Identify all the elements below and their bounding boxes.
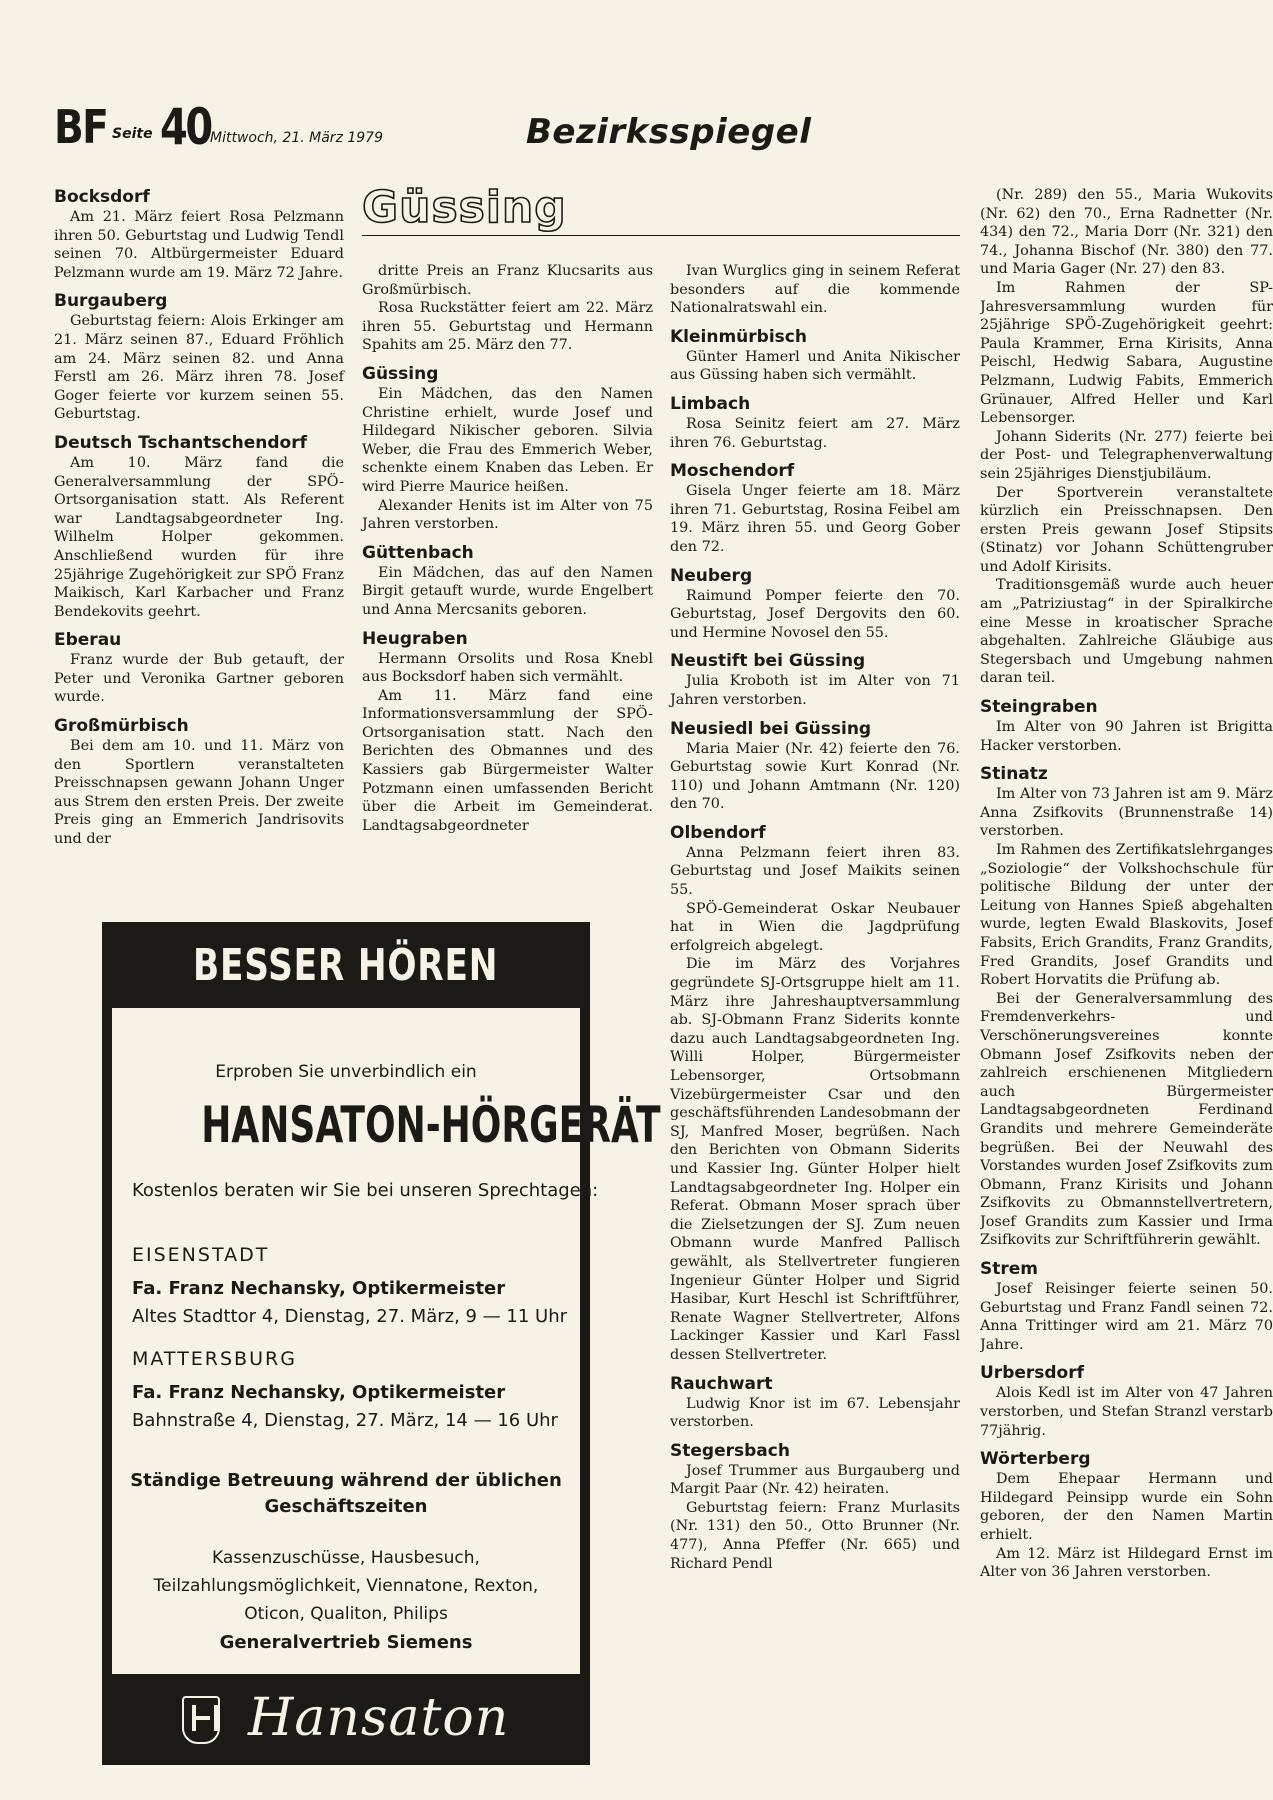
article-paragraph: Günter Hamerl und Anita Nikischer aus Güssing haben sich vermählt. xyxy=(670,348,960,384)
article-paragraph: Im Rahmen des Zertifikatslehrganges „Soziologie“ der Volkshochschule für politische Bildung der unter der Leitung von Hannes Spieß abgehalten wurde, legten Ewald Blaskovits, Josef Fabsits, Erich Grandits, Franz Grandits, Fred Grandits, Josef Grandits und Robert Horvatits die Prüfung ab. xyxy=(980,842,1273,989)
article-heading: Wörterberg xyxy=(980,1449,1091,1470)
ad-city-mattersburg: MATTERSBURG xyxy=(132,1348,297,1370)
article-paragraph: Am 10. März fand die Generalversammlung der SPÖ-Ortsorganisation statt. Als Referent war Landtagsabgeordneter Ing. Wilhelm Holper gekommen. Anschließend wurden für ihre 25jährige Zugehörigkeit zur SPÖ Franz Maikisch, Karl Karbacher und Franz Bendekovits geehrt. xyxy=(54,454,344,620)
article-paragraph: Franz wurde der Bub getauft, der Peter und Veronika Gartner geboren wurde. xyxy=(54,652,344,706)
article-paragraph: Ivan Wurglics ging in seinem Referat besonders auf die kommende Nationalratswahl ein. xyxy=(670,263,960,317)
article-paragraph: Rosa Ruckstätter feiert am 22. März ihren 55. Geburtstag und Hermann Spahits am 25. März den 77. xyxy=(362,300,653,354)
ad-logo-bar xyxy=(102,1674,590,1765)
article-paragraph: Am 21. März feiert Rosa Pelzmann ihren 50. Geburtstag und Ludwig Tendl seinen 70. Altbürgermeister Eduard Pelzmann wurde am 19. März 72 Jahre. xyxy=(54,209,344,281)
article-paragraph: Traditionsgemäß wurde auch heuer am „Patriziustag“ in der Spiralkirche eine Messe in kroatischer Sprache abgehalten. Zahlreiche Gläubige aus Stegersbach und Umgebung nahmen daran teil. xyxy=(980,577,1273,687)
ad-body xyxy=(112,1008,661,1674)
article-paragraph: Rosa Seinitz feiert am 27. März ihren 76. Geburtstag. xyxy=(670,415,960,451)
article-heading: Heugraben xyxy=(362,628,468,649)
article-paragraph: Alexander Henits ist im Alter von 75 Jahren verstorben. xyxy=(362,497,653,533)
article-heading: Güttenbach xyxy=(362,542,474,563)
ad-city-eisenstadt: EISENSTADT xyxy=(132,1244,270,1266)
article-paragraph: Johann Siderits (Nr. 277) feierte bei der Post- und Telegraphenverwaltung sein 25jähriges Dienstjubiläum. xyxy=(980,428,1273,482)
article-heading: Deutsch Tschantschendorf xyxy=(54,432,307,453)
article-heading: Stegersbach xyxy=(670,1440,790,1461)
column-4 xyxy=(980,186,1273,1582)
article-heading: Limbach xyxy=(670,393,751,414)
article-paragraph: Geburtstag feiern: Franz Murlasits (Nr. 131) den 50., Otto Brunner (Nr. 477), Anna Pfeffer (Nr. 665) und Richard Pendl xyxy=(670,1499,960,1572)
ad-address-1: Altes Stadttor 4, Dienstag, 27. März, 9 — 11 Uhr xyxy=(132,1306,568,1327)
article-paragraph: Josef Trummer aus Burgauberg und Margit Paar (Nr. 42) heiraten. xyxy=(670,1462,960,1498)
article-heading: Kleinmürbisch xyxy=(670,326,807,347)
ad-brands: Kassenzuschüsse, Hausbesuch, Teilzahlungsmöglichkeit, Viennatone, Rexton, Oticon, Qualiton, Philips xyxy=(153,1548,539,1624)
article-heading: Neusiedl bei Güssing xyxy=(670,718,872,739)
article-heading: Rauchwart xyxy=(670,1373,773,1394)
article-heading: Neuberg xyxy=(670,565,753,586)
article-paragraph: Geburtstag feiern: Alois Erkinger am 21. März seinen 87., Eduard Fröhlich am 24. März seinen 82. und Anna Ferstl am 26. März ihren 78. Josef Goger feierte vor kurzem seinen 55. Geburtstag. xyxy=(54,313,344,423)
article-heading: Eberau xyxy=(54,630,122,651)
issue-date: Mittwoch, 21. März 1979 xyxy=(210,130,383,146)
ad-service-line-2: Geschäftszeiten xyxy=(264,1496,428,1517)
article-heading: Steingraben xyxy=(980,697,1098,718)
ad-headline: BESSER HÖREN xyxy=(193,939,499,991)
advertisement xyxy=(102,922,661,1765)
column-3 xyxy=(670,262,960,1573)
article-paragraph: Ludwig Knor ist im 67. Lebensjahr verstorben. xyxy=(670,1395,960,1431)
column-1 xyxy=(54,186,344,849)
article-paragraph: Anna Pelzmann feiert ihren 83. Geburtstag und Josef Maikits seinen 55. xyxy=(670,844,960,899)
article-paragraph: Im Alter von 73 Jahren ist am 9. März Anna Zsifkovits (Brunnenstraße 14) verstorben. xyxy=(980,786,1273,840)
article-paragraph: SPÖ-Gemeinderat Oskar Neubauer hat in Wien die Jagdprüfung erfolgreich abgelegt. xyxy=(670,900,960,954)
article-paragraph: Ein Mädchen, das den Namen Christine erhielt, wurde Josef und Hildegard Nikischer geboren. Silvia Weber, die Frau des Emmerich Weber, schenkte einem Knaben das Leben. Er wird Pierre Maurice heißen. xyxy=(362,385,653,495)
masthead-seite-label: Seite xyxy=(112,126,153,142)
article-paragraph: Die im März des Vorjahres gegründete SJ-Ortsgruppe hielt am 11. März ihre Jahreshauptversammlung ab. SJ-Obmann Franz Siderits konnte dazu auch Landtagsabgeordneten Ing. Willi Holper, Bürgermeister Lebensorger, Ortsobmann Vizebürgermeister Csar und den geschäftsführenden Landesobmann der SJ, Manfred Moser, begrüßen. Nach den Berichten von Obmann Siderits und Kassier Ing. Günter Holper hielt Landtagsabgeordneter Ing. Holper ein Referat. Obmann Moser sprach über die Zielsetzungen der SJ. Zum neuen Obmann wurde Manfred Pallisch gewählt, als Stellvertreter fungieren Ingenieur Günter Holper und Sigrid Hasibar, Kurt Heschl ist Schriftführer, Renate Wagner Stellvertreter, Alfons Lackinger Kassier und Karl Fassl dessen Stellvertreter. xyxy=(670,956,960,1363)
article-paragraph: (Nr. 289) den 55., Maria Wukovits (Nr. 62) den 70., Erna Radnetter (Nr. 434) den 72., Maria Dorr (Nr. 321) den 74., Johanna Bischof (Nr. 380) den 77. und Maria Gager (Nr. 27) den 83. xyxy=(980,187,1273,278)
article-paragraph: Am 12. März ist Hildegard Ernst im Alter von 36 Jahren verstorben. xyxy=(980,1545,1273,1581)
ad-address-2: Bahnstraße 4, Dienstag, 27. März, 14 — 16 Uhr xyxy=(132,1410,558,1431)
article-paragraph: Raimund Pomper feierte den 70. Geburtstag, Josef Dergovits den 60. und Hermine Novosel den 55. xyxy=(670,587,960,641)
article-paragraph: Bei dem am 10. und 11. März von den Sportlern veranstalteten Preisschnapsen gewann Johann Unger aus Strem den ersten Preis. Der zweite Preis ging an Emmerich Jandrisovits und der xyxy=(54,738,344,848)
ad-service-line-1: Ständige Betreuung während der üblichen xyxy=(130,1470,562,1491)
article-heading: Neustift bei Güssing xyxy=(670,651,866,672)
article-paragraph: Im Rahmen der SP-Jahresversammlung wurden für 25jährige SPÖ-Zugehörigkeit geehrt: Paula Krammer, Erna Kirisits, Anna Peischl, Hedwig Sabara, Augustine Pelzmann, Ludwig Fabits, Emmerich Grünauer, Alfred Heller und Karl Lebensorger. xyxy=(980,279,1273,427)
article-heading: Olbendorf xyxy=(670,822,766,843)
ad-headline-bar xyxy=(102,922,590,1008)
page-number: 40 xyxy=(160,98,211,156)
masthead-logo: BF xyxy=(54,100,108,154)
article-heading: Güssing xyxy=(362,363,439,384)
article-paragraph: Julia Kroboth ist im Alter von 71 Jahren verstorben. xyxy=(670,673,960,708)
article-paragraph: Bei der Generalversammlung des Fremdenverkehrs- und Verschönerungsvereines konnte Obmann Josef Zsifkovits neben der zahlreich erschienenen Mitgliedern auch Bürgermeister Landtagsabgeordneten Ferdinand Grandits und mehrere Gemeinderäte begrüßen. Bei der Neuwahl des Vorstandes wurden Josef Zsifkovits zum Obmann, Franz Kirisits und Johann Zsifkovits zu Obmannstellvertretern, Josef Grandits zum Kassier und Irma Zsifkovits zur Schriftführerin gewählt. xyxy=(980,990,1273,1249)
district-heading-text: Güssing xyxy=(362,182,567,233)
masthead xyxy=(54,98,1254,162)
article-paragraph: Ein Mädchen, das auf den Namen Birgit getauft wurde, wurde Engelbert und Anna Mercsanits geboren. xyxy=(362,564,653,618)
ad-firm-2: Fa. Franz Nechansky, Optikermeister xyxy=(132,1382,506,1403)
article-paragraph: Der Sportverein veranstaltete kürzlich ein Preisschnapsen. Den ersten Preis gewann Josef Stipsits (Stinatz) vor Johann Schüttengruber und Adolf Kirisits. xyxy=(980,484,1273,575)
article-paragraph: dritte Preis an Franz Klucsarits aus Großmürbisch. xyxy=(362,263,653,298)
ad-intro: Erproben Sie unverbindlich ein xyxy=(215,1062,477,1082)
article-paragraph: Dem Ehepaar Hermann und Hildegard Peinsipp wurde ein Sohn geboren, der den Namen Martin erhielt. xyxy=(980,1471,1273,1543)
ad-product-line xyxy=(112,1096,661,1154)
article-paragraph: Gisela Unger feierte am 18. März ihren 71. Geburtstag, Rosina Feibel am 19. März ihren 55. und Georg Gober den 72. xyxy=(670,483,960,555)
article-paragraph: Alois Kedl ist im Alter von 47 Jahren verstorben, und Stefan Stranzl verstarb 77jährig. xyxy=(980,1385,1273,1439)
article-heading: Großmürbisch xyxy=(54,716,189,737)
district-heading xyxy=(362,182,960,236)
article-paragraph: Maria Maier (Nr. 42) feierte den 76. Geburtstag sowie Kurt Konrad (Nr. 110) und Johann Amtmann (Nr. 120) den 70. xyxy=(670,740,960,813)
article-paragraph: Josef Reisinger feierte seinen 50. Geburtstag und Franz Fandl seinen 72. Anna Trittinger wird am 21. März 70 Jahre. xyxy=(980,1281,1273,1353)
ad-product: HANSATON-HÖRGERÄT xyxy=(201,1096,661,1154)
ad-firm-1: Fa. Franz Nechansky, Optikermeister xyxy=(132,1278,506,1299)
article-paragraph: Im Alter von 90 Jahren ist Brigitta Hacker verstorben. xyxy=(980,719,1273,754)
ad-distributor: Generalvertrieb Siemens xyxy=(219,1632,473,1653)
article-paragraph: Hermann Orsolits und Rosa Knebl aus Bocksdorf haben sich vermählt. xyxy=(362,650,653,686)
article-heading: Stinatz xyxy=(980,764,1048,785)
hansaton-emblem-icon xyxy=(182,1696,220,1744)
article-paragraph: Am 11. März fand eine Informationsversammlung der SPÖ-Ortsorganisation statt. Nach den Berichten des Obmannes und des Kassiers gab Bürgermeister Walter Potzmann einen umfassenden Bericht über die Arbeit im Gemeinderat. Landtagsabgeordneter xyxy=(362,687,653,834)
article-heading: Moschendorf xyxy=(670,461,795,482)
ad-consultation-note: Kostenlos beraten wir Sie bei unseren Sprechtagen: xyxy=(132,1180,599,1201)
section-title: Bezirksspiegel xyxy=(526,112,812,152)
ad-logo-script: Hansaton xyxy=(248,1688,510,1748)
article-heading: Strem xyxy=(980,1259,1038,1280)
article-heading: Urbersdorf xyxy=(980,1363,1085,1384)
article-heading: Bocksdorf xyxy=(54,187,150,207)
column-2 xyxy=(362,262,653,835)
article-heading: Burgauberg xyxy=(54,291,168,312)
